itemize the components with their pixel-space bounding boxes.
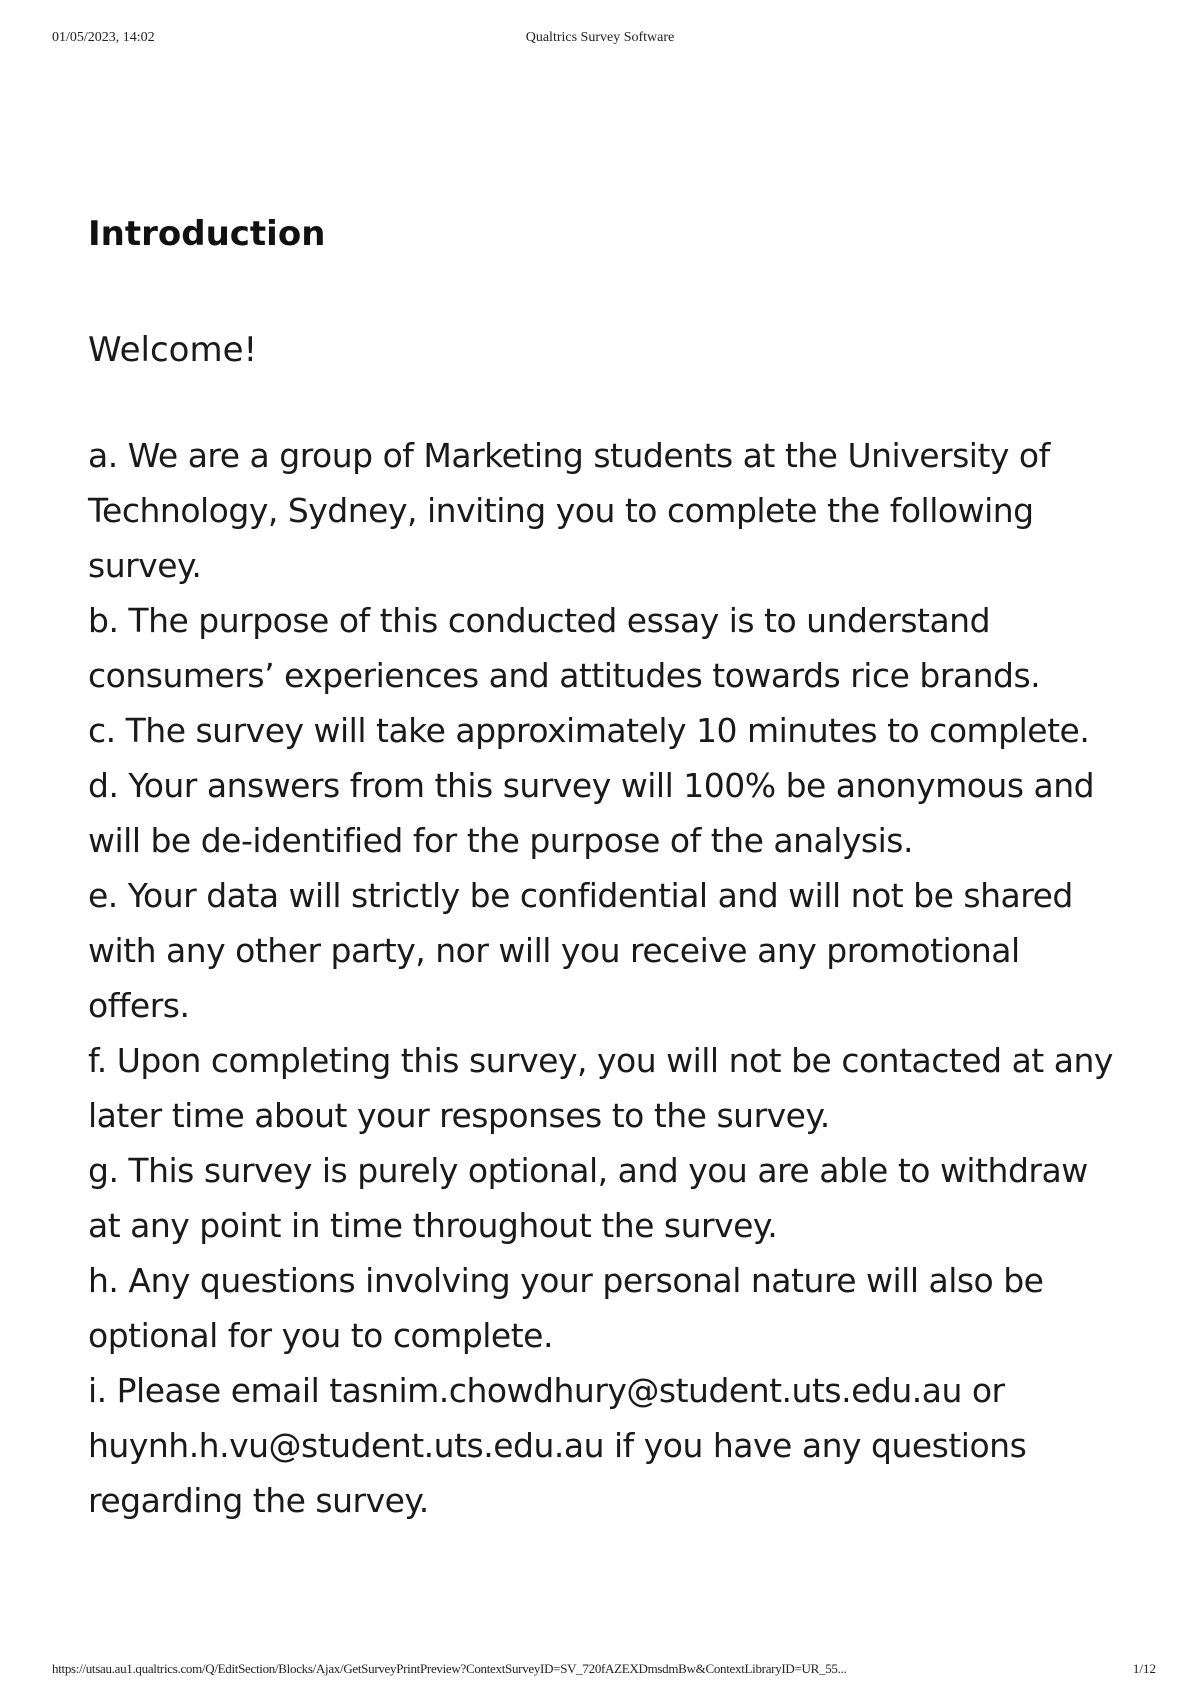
page-number: 1/12 bbox=[1132, 1661, 1156, 1676]
print-datetime: 01/05/2023, 14:02 bbox=[52, 30, 155, 45]
intro-item-g: g. This survey is purely optional, and you are able to withdraw at any point in time throughout the survey. bbox=[88, 1151, 1088, 1245]
intro-item-c: c. The survey will take approximately 10 minutes to complete. bbox=[88, 711, 1090, 750]
intro-item-a: a. We are a group of Marketing students at the University of Technology, Sydney, inviting you to complete the following survey. bbox=[88, 436, 1050, 585]
print-document-title: Qualtrics Survey Software bbox=[525, 30, 675, 45]
intro-item-e: e. Your data will strictly be confidential and will not be shared with any other party, nor will you receive any promotional offers. bbox=[88, 876, 1073, 1025]
survey-intro-section bbox=[88, 210, 1128, 1528]
print-header bbox=[52, 30, 1148, 54]
intro-item-d: d. Your answers from this survey will 100% be anonymous and will be de-identified for the purpose of the analysis. bbox=[88, 766, 1095, 860]
intro-item-h: h. Any questions involving your personal nature will also be optional for you to complete. bbox=[88, 1261, 1044, 1355]
intro-items-list bbox=[88, 428, 1128, 1528]
section-title: Introduction bbox=[88, 214, 326, 254]
intro-item-i: i. Please email tasnim.chowdhury@student.uts.edu.au or huynh.h.vu@student.uts.edu.au if you have any questions regarding the survey. bbox=[88, 1371, 1027, 1520]
intro-item-b: b. The purpose of this conducted essay is to understand consumers’ experiences and attitudes towards rice brands. bbox=[88, 601, 1041, 695]
intro-item-f: f. Upon completing this survey, you will not be contacted at any later time about your responses to the survey. bbox=[88, 1041, 1113, 1135]
welcome-text: Welcome! bbox=[88, 330, 258, 370]
print-footer bbox=[52, 1661, 1156, 1683]
print-url: https://utsau.au1.qualtrics.com/Q/EditSection/Blocks/Ajax/GetSurveyPrintPreview?ContextSurveyID=SV_720fAZEXDmsdmBw&ContextLibraryID=UR_55... bbox=[52, 1661, 847, 1676]
